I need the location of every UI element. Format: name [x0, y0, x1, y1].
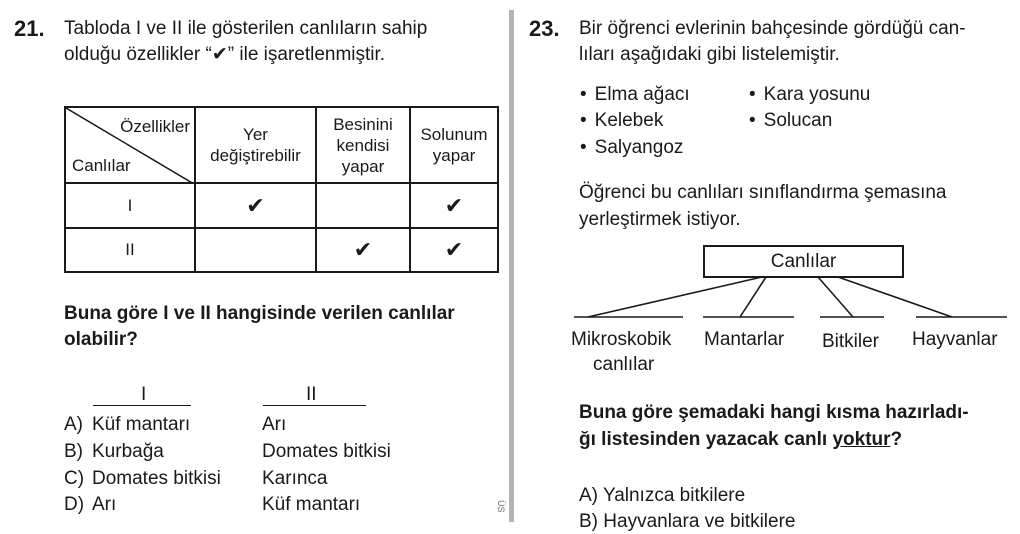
option-c-i[interactable]: Domates bitkisi — [92, 468, 221, 489]
diagram-root-box: Canlılar — [703, 245, 904, 278]
table-header-makes-food: Besinini kendisi yapar — [316, 107, 410, 183]
option-a-23[interactable]: A) Yalnızca bitkilere — [579, 485, 746, 506]
check-mark-cell: ✔ — [195, 183, 316, 228]
option-d-letter[interactable]: D) — [64, 494, 85, 515]
question-21-stem-line1: Tabloda I ve II ile gösterilen canlıların sahip — [64, 18, 428, 39]
diagram-leaf-animals: Hayvanlar — [912, 329, 998, 350]
question-21-prompt-line2: olabilir? — [64, 329, 138, 350]
question-23-prompt-line1: Buna göre şemadaki hangi kısma hazırladı- — [579, 402, 969, 423]
question-21-number: 21. — [14, 16, 45, 41]
list-item: • Salyangoz — [580, 135, 683, 160]
diagram-leaf-plants: Bitkiler — [822, 331, 880, 352]
table-header-moves: Yer değiştirebilir — [195, 107, 316, 183]
margin-mark: ÜS — [496, 500, 506, 513]
column-head-I: I — [141, 384, 147, 405]
corner-label-organisms: Canlılar — [72, 156, 131, 175]
table-header-breathes: Solunum yapar — [410, 107, 498, 183]
check-mark-cell: ✔ — [410, 183, 498, 228]
question-21-stem-line2: olduğu özellikler “✔” ile işaretlenmiştir. — [64, 44, 386, 65]
option-b-i[interactable]: Kurbağa — [92, 441, 164, 462]
question-21-prompt-line1: Buna göre I ve II hangisinde verilen canlılar — [64, 303, 455, 324]
list-item: • Kelebek — [580, 108, 663, 133]
question-23-stem-line1: Bir öğrenci evlerinin bahçesinde gördüğü can- — [579, 18, 966, 39]
list-item: • Elma ağacı — [580, 82, 690, 107]
option-b-23[interactable]: B) Hayvanlara ve bitkilere — [579, 511, 796, 532]
question-23-prompt-line2: ğı listesinden yazacak canlı yoktur? — [579, 429, 903, 450]
column-head-II: II — [306, 384, 317, 405]
row-label: II — [65, 228, 195, 272]
question-23-number: 23. — [529, 16, 560, 41]
underlined-keyword: yoktur — [832, 429, 891, 450]
diagram-leaf-fungi: Mantarlar — [704, 329, 785, 350]
option-b-letter[interactable]: B) — [64, 441, 83, 462]
row-label: I — [65, 183, 195, 228]
question-23-para-line1: Öğrenci bu canlıları sınıflandırma şemasına — [579, 182, 947, 203]
option-d-ii[interactable]: Küf mantarı — [262, 494, 361, 515]
option-c-ii[interactable]: Karınca — [262, 468, 328, 489]
option-a-letter[interactable]: A) — [64, 414, 83, 435]
question-23-stem-line2: lıları aşağıdaki gibi listelemiştir. — [579, 44, 840, 65]
corner-label-features: Özellikler — [120, 117, 190, 136]
list-item: • Kara yosunu — [749, 82, 870, 107]
question-23-para-line2: yerleştirmek istiyor. — [579, 209, 741, 230]
diagram-leaf-microscopic-line2: canlılar — [593, 354, 655, 375]
option-b-ii[interactable]: Domates bitkisi — [262, 441, 391, 462]
option-a-i[interactable]: Küf mantarı — [92, 414, 191, 435]
diagram-leaf-microscopic: Mikroskobik — [571, 329, 672, 350]
check-mark-cell: ✔ — [316, 228, 410, 272]
option-d-i[interactable]: Arı — [92, 494, 117, 515]
list-item: • Solucan — [749, 108, 832, 133]
check-mark-cell: ✔ — [410, 228, 498, 272]
option-c-letter[interactable]: C) — [64, 468, 85, 489]
option-a-ii[interactable]: Arı — [262, 414, 287, 435]
